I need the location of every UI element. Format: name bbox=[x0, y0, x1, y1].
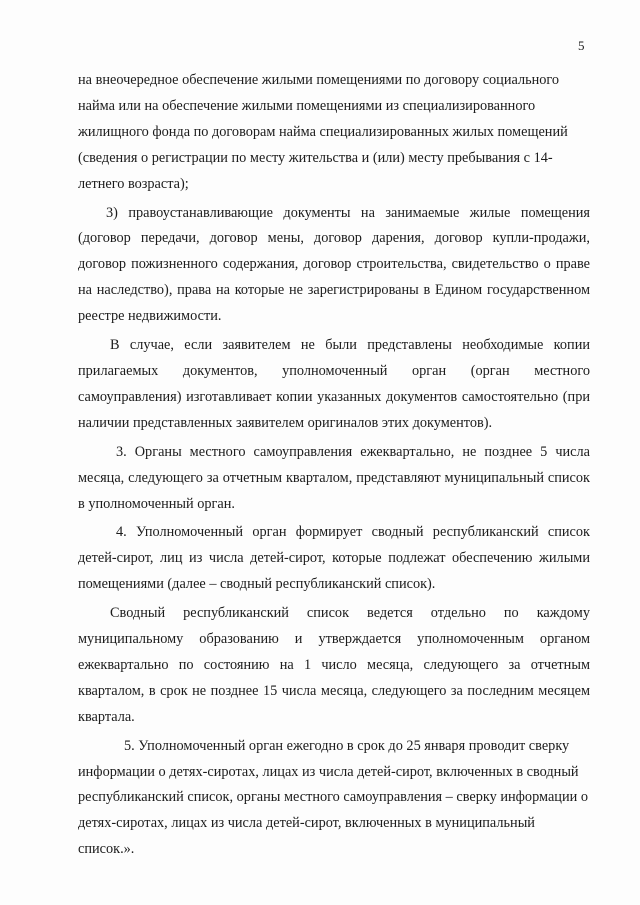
paragraph-summary-list: Сводный республиканский список ведется отдельно по каждому муниципальному образованию и утверждается уполномоченным органом ежеквартально по состоянию на 1 число месяца, следующего за отчетным кварталом, в срок не позднее 15 числа месяца, следующего за последним месяцем квартала. bbox=[78, 605, 590, 725]
paragraph-continuation: на внеочередное обеспечение жилыми помещениями по договору социального найма или на обеспечение жилыми помещениями из специализированного жилищного фонда по договорам найма специализированных жилых помещений (сведения о регистрации по месту жительства и (или) месту пребывания с 14-летнего возраста); bbox=[78, 72, 568, 192]
paragraph-item-3: 3) правоустанавливающие документы на занимаемые жилые помещения (договор передачи, договор мены, договор дарения, договор купли-продажи, договор пожизненного содержания, договор строительства, свидетельство о праве на наследство), права на которые не зарегистрированы в Едином государственном реестре недвижимости. bbox=[78, 204, 590, 325]
paragraph-copies: В случае, если заявителем не были представлены необходимые копии прилагаемых документов, уполномоченный орган (орган местного самоуправления) изготавливает копии указанных документов самостоятельно (при наличии представленных заявителем оригиналов этих документов). bbox=[78, 337, 590, 431]
page-number: 5 bbox=[578, 38, 585, 53]
paragraph-point-5: 5. Уполномоченный орган ежегодно в срок до 25 января проводит сверку информации о детях-сиротах, лицах из числа детей-сирот, включенных в сводный республиканский список, органы местного самоуправления – сверку информации о детях-сиротах, лицах из числа детей-сирот, включенных в муниципальный список.». bbox=[78, 737, 588, 858]
document-body bbox=[78, 68, 590, 863]
paragraph-point-4: 4. Уполномоченный орган формирует сводный республиканский список детей-сирот, лиц из числа детей-сирот, которые подлежат обеспечению жилыми помещениями (далее – сводный республиканский список). bbox=[78, 524, 590, 593]
paragraph-point-3: 3. Органы местного самоуправления ежеквартально, не позднее 5 числа месяца, следующего за отчетным кварталом, представляют муниципальный список в уполномоченный орган. bbox=[78, 443, 590, 512]
